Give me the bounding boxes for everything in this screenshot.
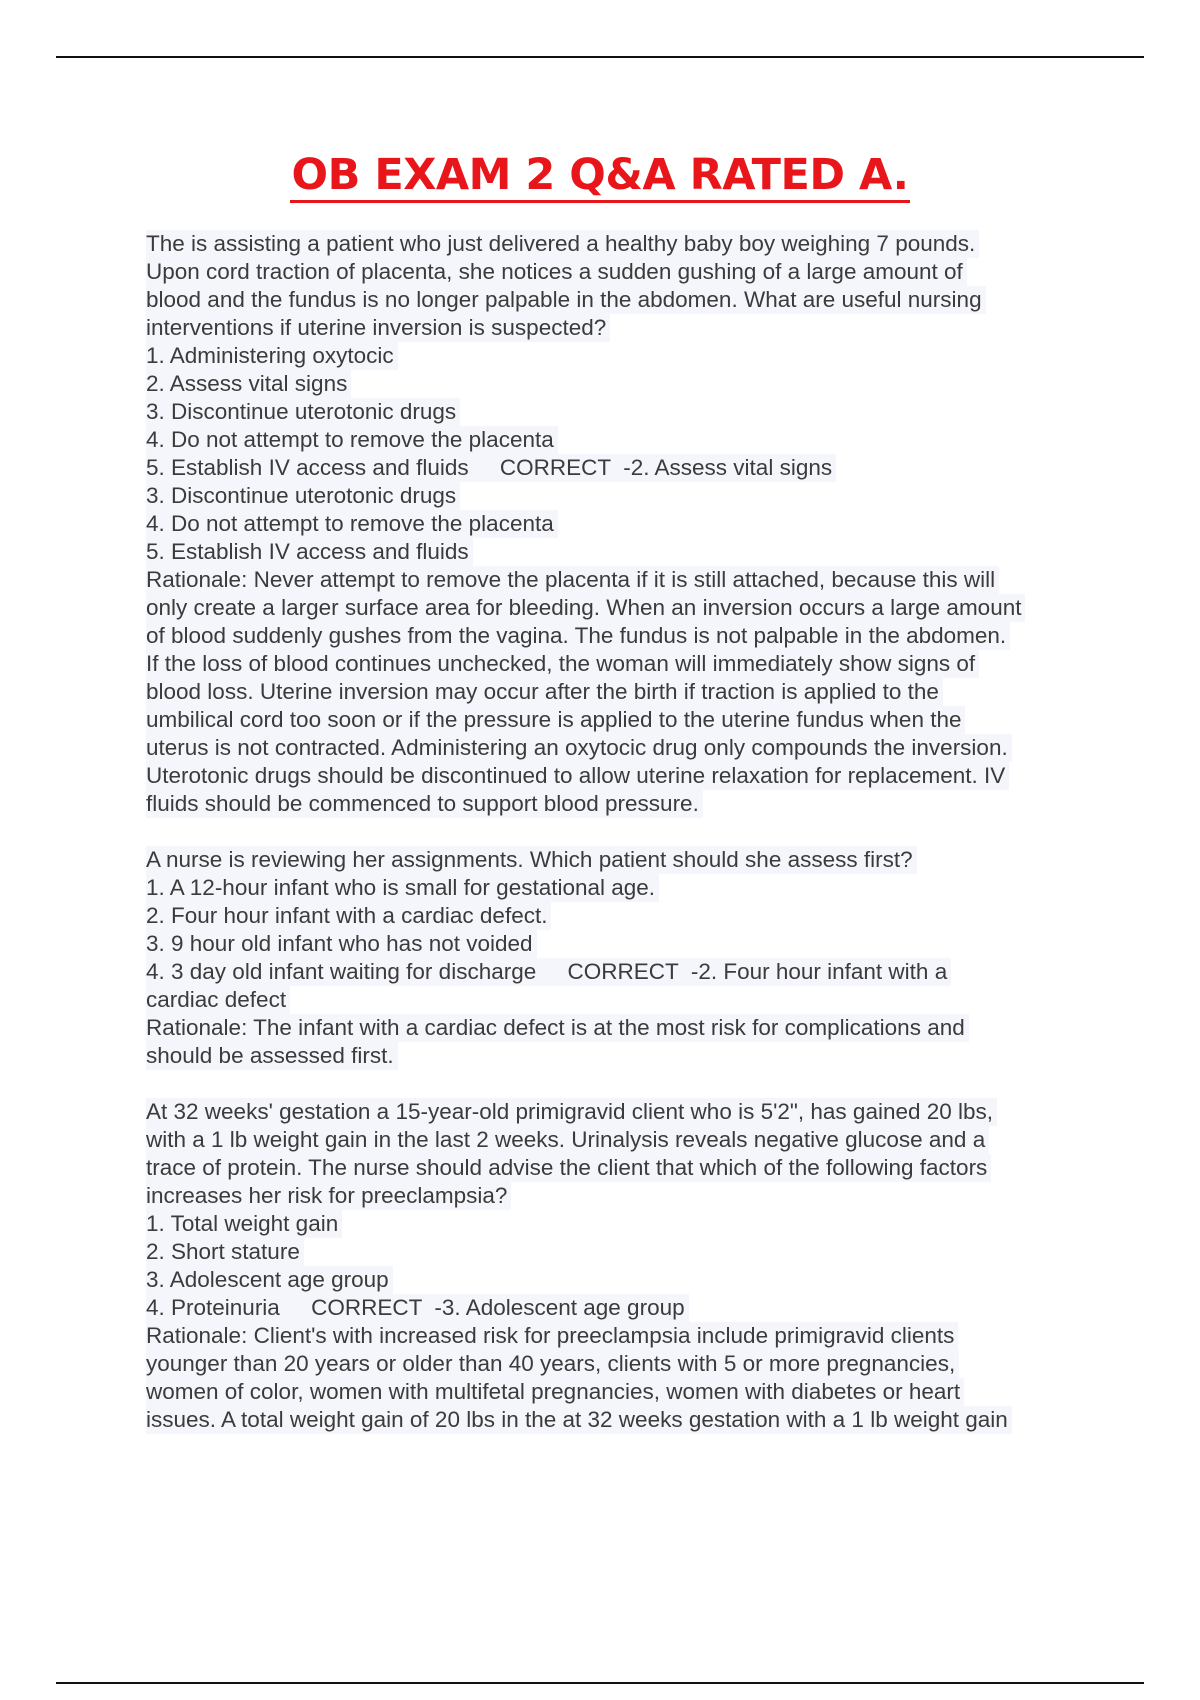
document-title-wrapper bbox=[0, 150, 1200, 203]
rationale-line: issues. A total weight gain of 20 lbs in the at 32 weeks gestation with a 1 lb weight gain bbox=[146, 1406, 1012, 1434]
top-rule bbox=[56, 56, 1144, 58]
rationale-line: uterus is not contracted. Administering an oxytocic drug only compounds the inversion. bbox=[146, 734, 1012, 762]
option-line: 1. Total weight gain bbox=[146, 1210, 342, 1238]
rationale-line: women of color, women with multifetal pregnancies, women with diabetes or heart bbox=[146, 1378, 964, 1406]
question-line: blood and the fundus is no longer palpable in the abdomen. What are useful nursing bbox=[146, 286, 986, 314]
option-line: 3. Discontinue uterotonic drugs bbox=[146, 398, 460, 426]
option-line: 2. Assess vital signs bbox=[146, 370, 351, 398]
option-line: 1. A 12-hour infant who is small for gestational age. bbox=[146, 874, 659, 902]
rationale-line: blood loss. Uterine inversion may occur after the birth if traction is applied to the bbox=[146, 678, 943, 706]
question-line: trace of protein. The nurse should advise the client that which of the following factors bbox=[146, 1154, 991, 1182]
question-block bbox=[146, 1098, 1096, 1434]
rationale-line: Rationale: Client's with increased risk for preeclampsia include primigravid clients bbox=[146, 1322, 958, 1350]
rationale-line: should be assessed first. bbox=[146, 1042, 398, 1070]
rationale-line: If the loss of blood continues unchecked, the woman will immediately show signs of bbox=[146, 650, 979, 678]
option-line: 2. Four hour infant with a cardiac defect. bbox=[146, 902, 551, 930]
bottom-rule bbox=[56, 1682, 1144, 1684]
question-line: Upon cord traction of placenta, she notices a sudden gushing of a large amount of bbox=[146, 258, 967, 286]
rationale-line: Uterotonic drugs should be discontinued to allow uterine relaxation for replacement. IV bbox=[146, 762, 1009, 790]
option-line: 5. Establish IV access and fluids CORRECT -2. Assess vital signs bbox=[146, 454, 836, 482]
rationale-line: of blood suddenly gushes from the vagina. The fundus is not palpable in the abdomen. bbox=[146, 622, 1010, 650]
document-body bbox=[146, 230, 1096, 1434]
answer-line: cardiac defect bbox=[146, 986, 290, 1014]
option-line: 3. Adolescent age group bbox=[146, 1266, 393, 1294]
option-line: 1. Administering oxytocic bbox=[146, 342, 398, 370]
question-block bbox=[146, 846, 1096, 1070]
question-block bbox=[146, 230, 1096, 818]
question-line: A nurse is reviewing her assignments. Which patient should she assess first? bbox=[146, 846, 917, 874]
rationale-line: only create a larger surface area for bleeding. When an inversion occurs a large amount bbox=[146, 594, 1025, 622]
rationale-line: younger than 20 years or older than 40 years, clients with 5 or more pregnancies, bbox=[146, 1350, 959, 1378]
option-line: 4. 3 day old infant waiting for discharge CORRECT -2. Four hour infant with a bbox=[146, 958, 951, 986]
paragraph-gap bbox=[146, 818, 1096, 846]
option-line: 3. 9 hour old infant who has not voided bbox=[146, 930, 537, 958]
answer-line: 3. Discontinue uterotonic drugs bbox=[146, 482, 460, 510]
answer-line: 5. Establish IV access and fluids bbox=[146, 538, 473, 566]
rationale-line: umbilical cord too soon or if the pressure is applied to the uterine fundus when the bbox=[146, 706, 965, 734]
document-title: OB EXAM 2 Q&A RATED A. bbox=[290, 150, 911, 203]
question-line: The is assisting a patient who just delivered a healthy baby boy weighing 7 pounds. bbox=[146, 230, 979, 258]
rationale-line: Rationale: Never attempt to remove the placenta if it is still attached, because this will bbox=[146, 566, 999, 594]
question-line: increases her risk for preeclampsia? bbox=[146, 1182, 511, 1210]
answer-line: 4. Do not attempt to remove the placenta bbox=[146, 510, 558, 538]
paragraph-gap bbox=[146, 1070, 1096, 1098]
option-line: 4. Proteinuria CORRECT -3. Adolescent age group bbox=[146, 1294, 689, 1322]
question-line: with a 1 lb weight gain in the last 2 weeks. Urinalysis reveals negative glucose and a bbox=[146, 1126, 989, 1154]
option-line: 4. Do not attempt to remove the placenta bbox=[146, 426, 558, 454]
option-line: 2. Short stature bbox=[146, 1238, 304, 1266]
question-line: interventions if uterine inversion is suspected? bbox=[146, 314, 610, 342]
rationale-line: Rationale: The infant with a cardiac defect is at the most risk for complications and bbox=[146, 1014, 969, 1042]
rationale-line: fluids should be commenced to support blood pressure. bbox=[146, 790, 703, 818]
question-line: At 32 weeks' gestation a 15-year-old primigravid client who is 5'2", has gained 20 lbs, bbox=[146, 1098, 997, 1126]
